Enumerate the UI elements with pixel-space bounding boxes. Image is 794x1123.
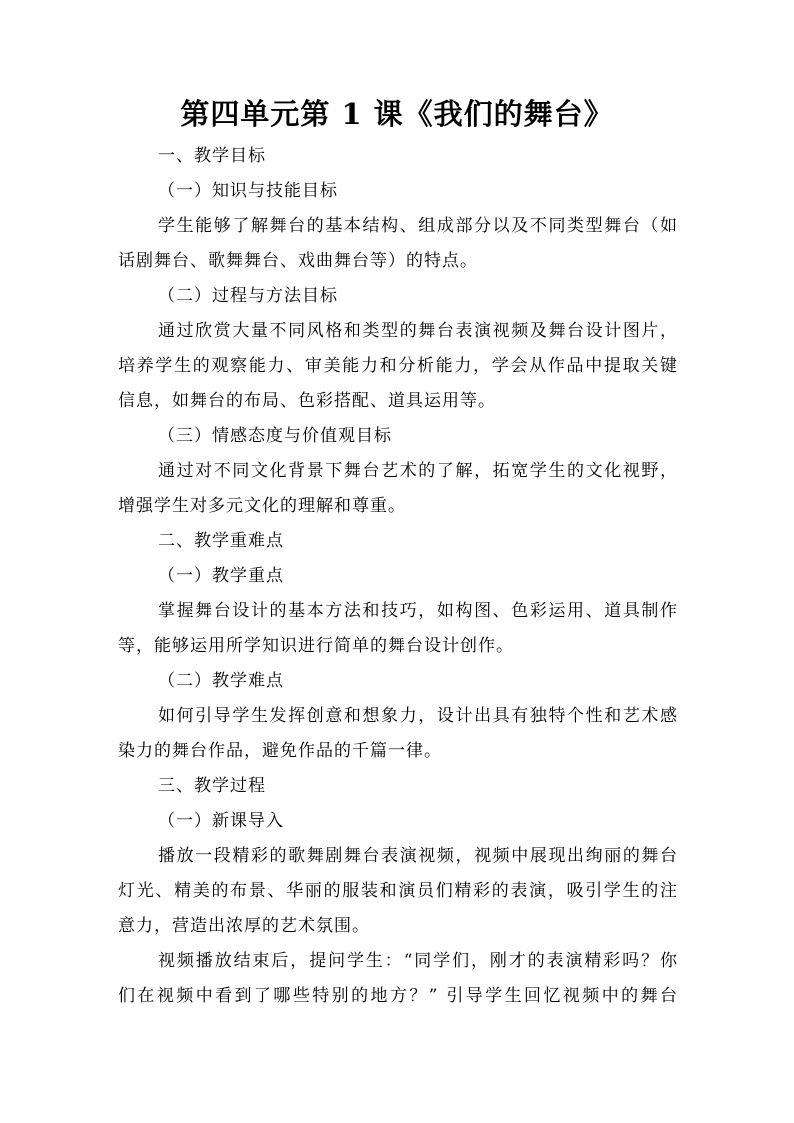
paragraph-line: 增强学生对多元文化的理解和尊重。 (118, 496, 406, 516)
paragraph-line: 通过对不同文化背景下舞台艺术的了解，拓宽学生的文化视野， (158, 461, 678, 481)
subheading-key-focus: （一）教学重点 (158, 566, 284, 586)
subheading-difficulties: （二）教学难点 (158, 671, 284, 691)
subheading-process-methods: （二）过程与方法目标 (158, 286, 338, 306)
subheading-emotion-values: （三）情感态度与价值观目标 (158, 426, 392, 446)
paragraph-line: 们在视频中看到了哪些特别的地方？” 引导学生回忆视频中的舞台 (118, 986, 678, 1006)
paragraph-line: 灯光、精美的布景、华丽的服装和演员们精彩的表演，吸引学生的注 (118, 881, 678, 901)
paragraph-line: 播放一段精彩的歌舞剧舞台表演视频，视频中展现出绚丽的舞台 (158, 846, 678, 866)
paragraph-line: 话剧舞台、歌舞舞台、戏曲舞台等）的特点。 (118, 251, 478, 271)
subheading-lesson-intro: （一）新课导入 (158, 811, 284, 831)
paragraph-line: 视频播放结束后，提问学生：“同学们，刚才的表演精彩吗？你 (158, 951, 678, 971)
section-heading-key-points: 二、教学重难点 (158, 531, 284, 551)
section-heading-teaching-goals: 一、教学目标 (158, 146, 266, 166)
paragraph-line: 通过欣赏大量不同风格和类型的舞台表演视频及舞台设计图片， (158, 321, 678, 341)
paragraph-line: 培养学生的观察能力、审美能力和分析能力，学会从作品中提取关键 (118, 356, 678, 376)
paragraph-line: 掌握舞台设计的基本方法和技巧，如构图、色彩运用、道具制作 (158, 601, 678, 621)
paragraph-line: 意力，营造出浓厚的艺术氛围。 (118, 916, 370, 936)
section-heading-teaching-process: 三、教学过程 (158, 776, 266, 796)
document-title: 第四单元第 1 课《我们的舞台》 (180, 97, 614, 131)
paragraph-line: 如何引导学生发挥创意和想象力，设计出具有独特个性和艺术感 (158, 706, 678, 726)
subheading-knowledge-skills: （一）知识与技能目标 (158, 181, 338, 201)
paragraph-line: 学生能够了解舞台的基本结构、组成部分以及不同类型舞台（如 (158, 216, 678, 236)
paragraph-line: 染力的舞台作品，避免作品的千篇一律。 (118, 741, 442, 761)
paragraph-line: 信息，如舞台的布局、色彩搭配、道具运用等。 (118, 391, 496, 411)
paragraph-line: 等，能够运用所学知识进行简单的舞台设计创作。 (118, 636, 514, 656)
